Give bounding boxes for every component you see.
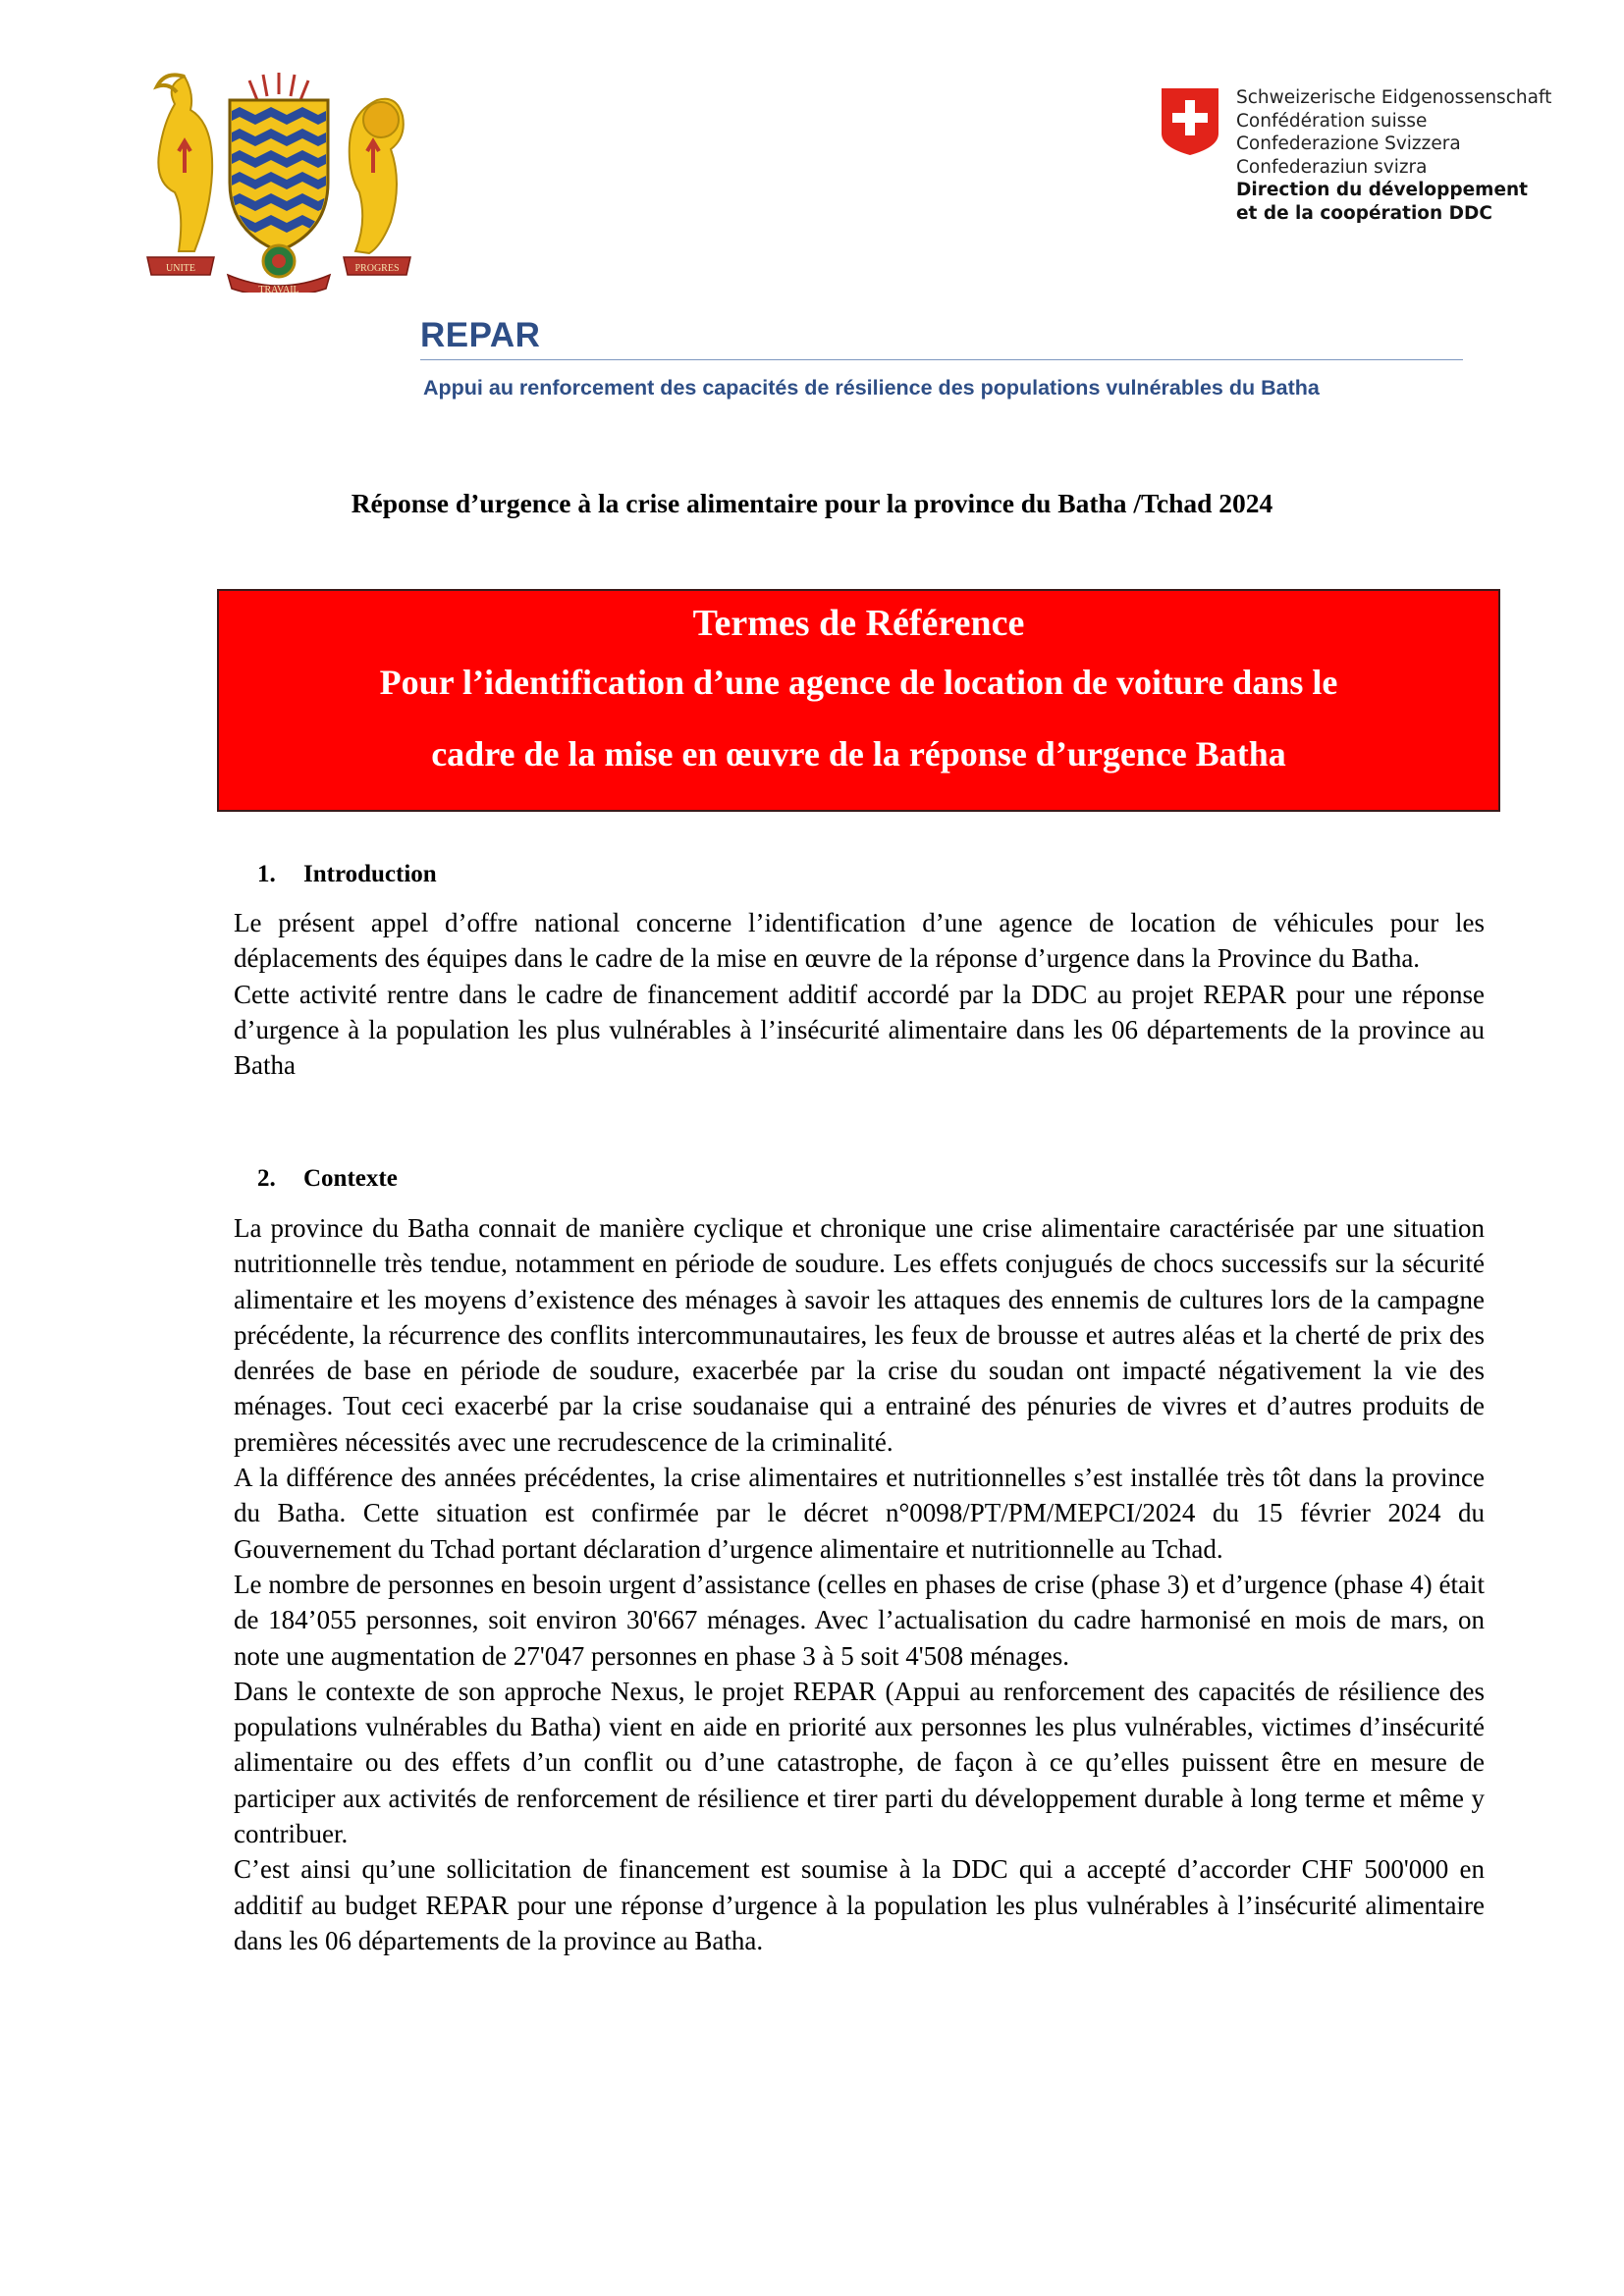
section-title: Contexte (303, 1165, 398, 1192)
motto-right: PROGRES (354, 263, 400, 274)
section-heading-contexte (257, 1165, 398, 1193)
swiss-line-2: Confédération suisse (1236, 110, 1428, 132)
motto-center: TRAVAIL (258, 285, 299, 293)
motto-left: UNITE (166, 263, 195, 274)
section-heading-introduction (257, 861, 437, 888)
banner-line-2: Pour l’identification d’une agence de location de voiture dans le (379, 663, 1338, 702)
paragraph: Le nombre de personnes en besoin urgent d’assistance (celles en phases de crise (phase 3) et d’urgence (phase 4) était de 184’055 personnes, soit environ 30'667 ménages. Avec l’actualisation du cadre harmonisé en mois de mars, on note une augmentation de 27'047 personnes en phase 3 à 5 soit 4'508 ménages. (234, 1569, 1485, 1671)
swiss-line-3: Confederazione Svizzera (1236, 133, 1461, 154)
project-name: REPAR (420, 316, 541, 354)
paragraph: C’est ainsi qu’une sollicitation de financement est soumise à la DDC qui a accepté d’accorder CHF 500'000 en additif au budget REPAR pour une réponse d’urgence à la population les plus vulnérables à l’insécurité alimentaire dans les 06 départements de la province au Batha. (234, 1854, 1485, 1955)
swiss-confederation-logo (1162, 86, 1554, 243)
section-body-contexte (234, 1210, 1485, 1958)
paragraph: Cette activité rentre dans le cadre de financement additif accordé par la DDC au projet REPAR pour une réponse d’urgence à la population les plus vulnérables à l’insécurité alimentaire dans les 06 départements de la province au Batha (234, 979, 1485, 1081)
swiss-line-1: Schweizerische Eidgenossenschaft (1236, 87, 1552, 108)
swiss-logo-text (1236, 86, 1551, 225)
swiss-line-4: Confederaziun svizra (1236, 156, 1428, 178)
section-number: 1. (257, 861, 276, 887)
paragraph: Dans le contexte de son approche Nexus, le projet REPAR (Appui au renforcement des capacités de résilience des populations vulnérables du Batha) vient en aide en priorité aux personnes les plus vulnérables, victimes d’insécurité alimentaire ou des effets d’un conflit ou d’une catastrophe, de façon à ce qu’elles puissent être en mesure de participer aux activités de renforcement de résilience et tirer parti du développement durable à long terme et même y contribuer. (234, 1676, 1485, 1849)
header-divider (420, 359, 1463, 360)
section-number: 2. (257, 1165, 276, 1192)
swiss-cross-icon (1162, 88, 1218, 155)
section-title: Introduction (303, 861, 437, 887)
project-subtitle: Appui au renforcement des capacités de résilience des populations vulnérables du Batha (423, 376, 1320, 400)
section-body-introduction (234, 905, 1485, 1083)
chad-coat-of-arms-icon (145, 65, 412, 293)
banner-line-1: Termes de Référence (692, 603, 1025, 644)
swiss-bold-line-1: Direction du développement (1236, 180, 1529, 200)
paragraph: A la différence des années précédentes, la crise alimentaires et nutritionnelles s’est installée très tôt dans la province du Batha. Cette situation est confirmée par le décret n°0098/PT/PM/MEPCI/2024 du 15 février 2024 du Gouvernement du Tchad portant déclaration d’urgence alimentaire et nutritionnelle au Tchad. (234, 1463, 1485, 1564)
terms-of-reference-banner (217, 589, 1500, 812)
document-title: Réponse d’urgence à la crise alimentaire pour la province du Batha /Tchad 2024 (351, 488, 1273, 518)
coat-of-arms-graphic (145, 65, 412, 293)
paragraph: Le présent appel d’offre national concerne l’identification d’une agence de location de véhicules pour les déplacements des équipes dans le cadre de la mise en œuvre de la réponse d’urgence dans la Province du Batha. (234, 908, 1485, 974)
swiss-bold-line-2: et de la coopération DDC (1236, 202, 1492, 224)
banner-line-3: cadre de la mise en œuvre de la réponse d’urgence Batha (431, 734, 1286, 774)
paragraph: La province du Batha connait de manière cyclique et chronique une crise alimentaire caractérisée par une situation nutritionnelle très tendue, notamment en période de soudure. Les effets conjugués de chocs successifs sur la sécurité alimentaire et les moyens d’existence des ménages à savoir les attaques des ennemis de cultures lors de la campagne précédente, la récurrence des conflits intercommunautaires, les feux de brousse et autres aléas et la cherté de prix des denrées de base en période de soudure, exacerbée par la crise du soudan ont impacté négativement la vie des ménages. Tout ceci exacerbé par la crise soudanaise qui a entrainé des pénuries de vivres et d’autres produits de premières nécessités avec une recrudescence de la criminalité. (234, 1213, 1485, 1457)
